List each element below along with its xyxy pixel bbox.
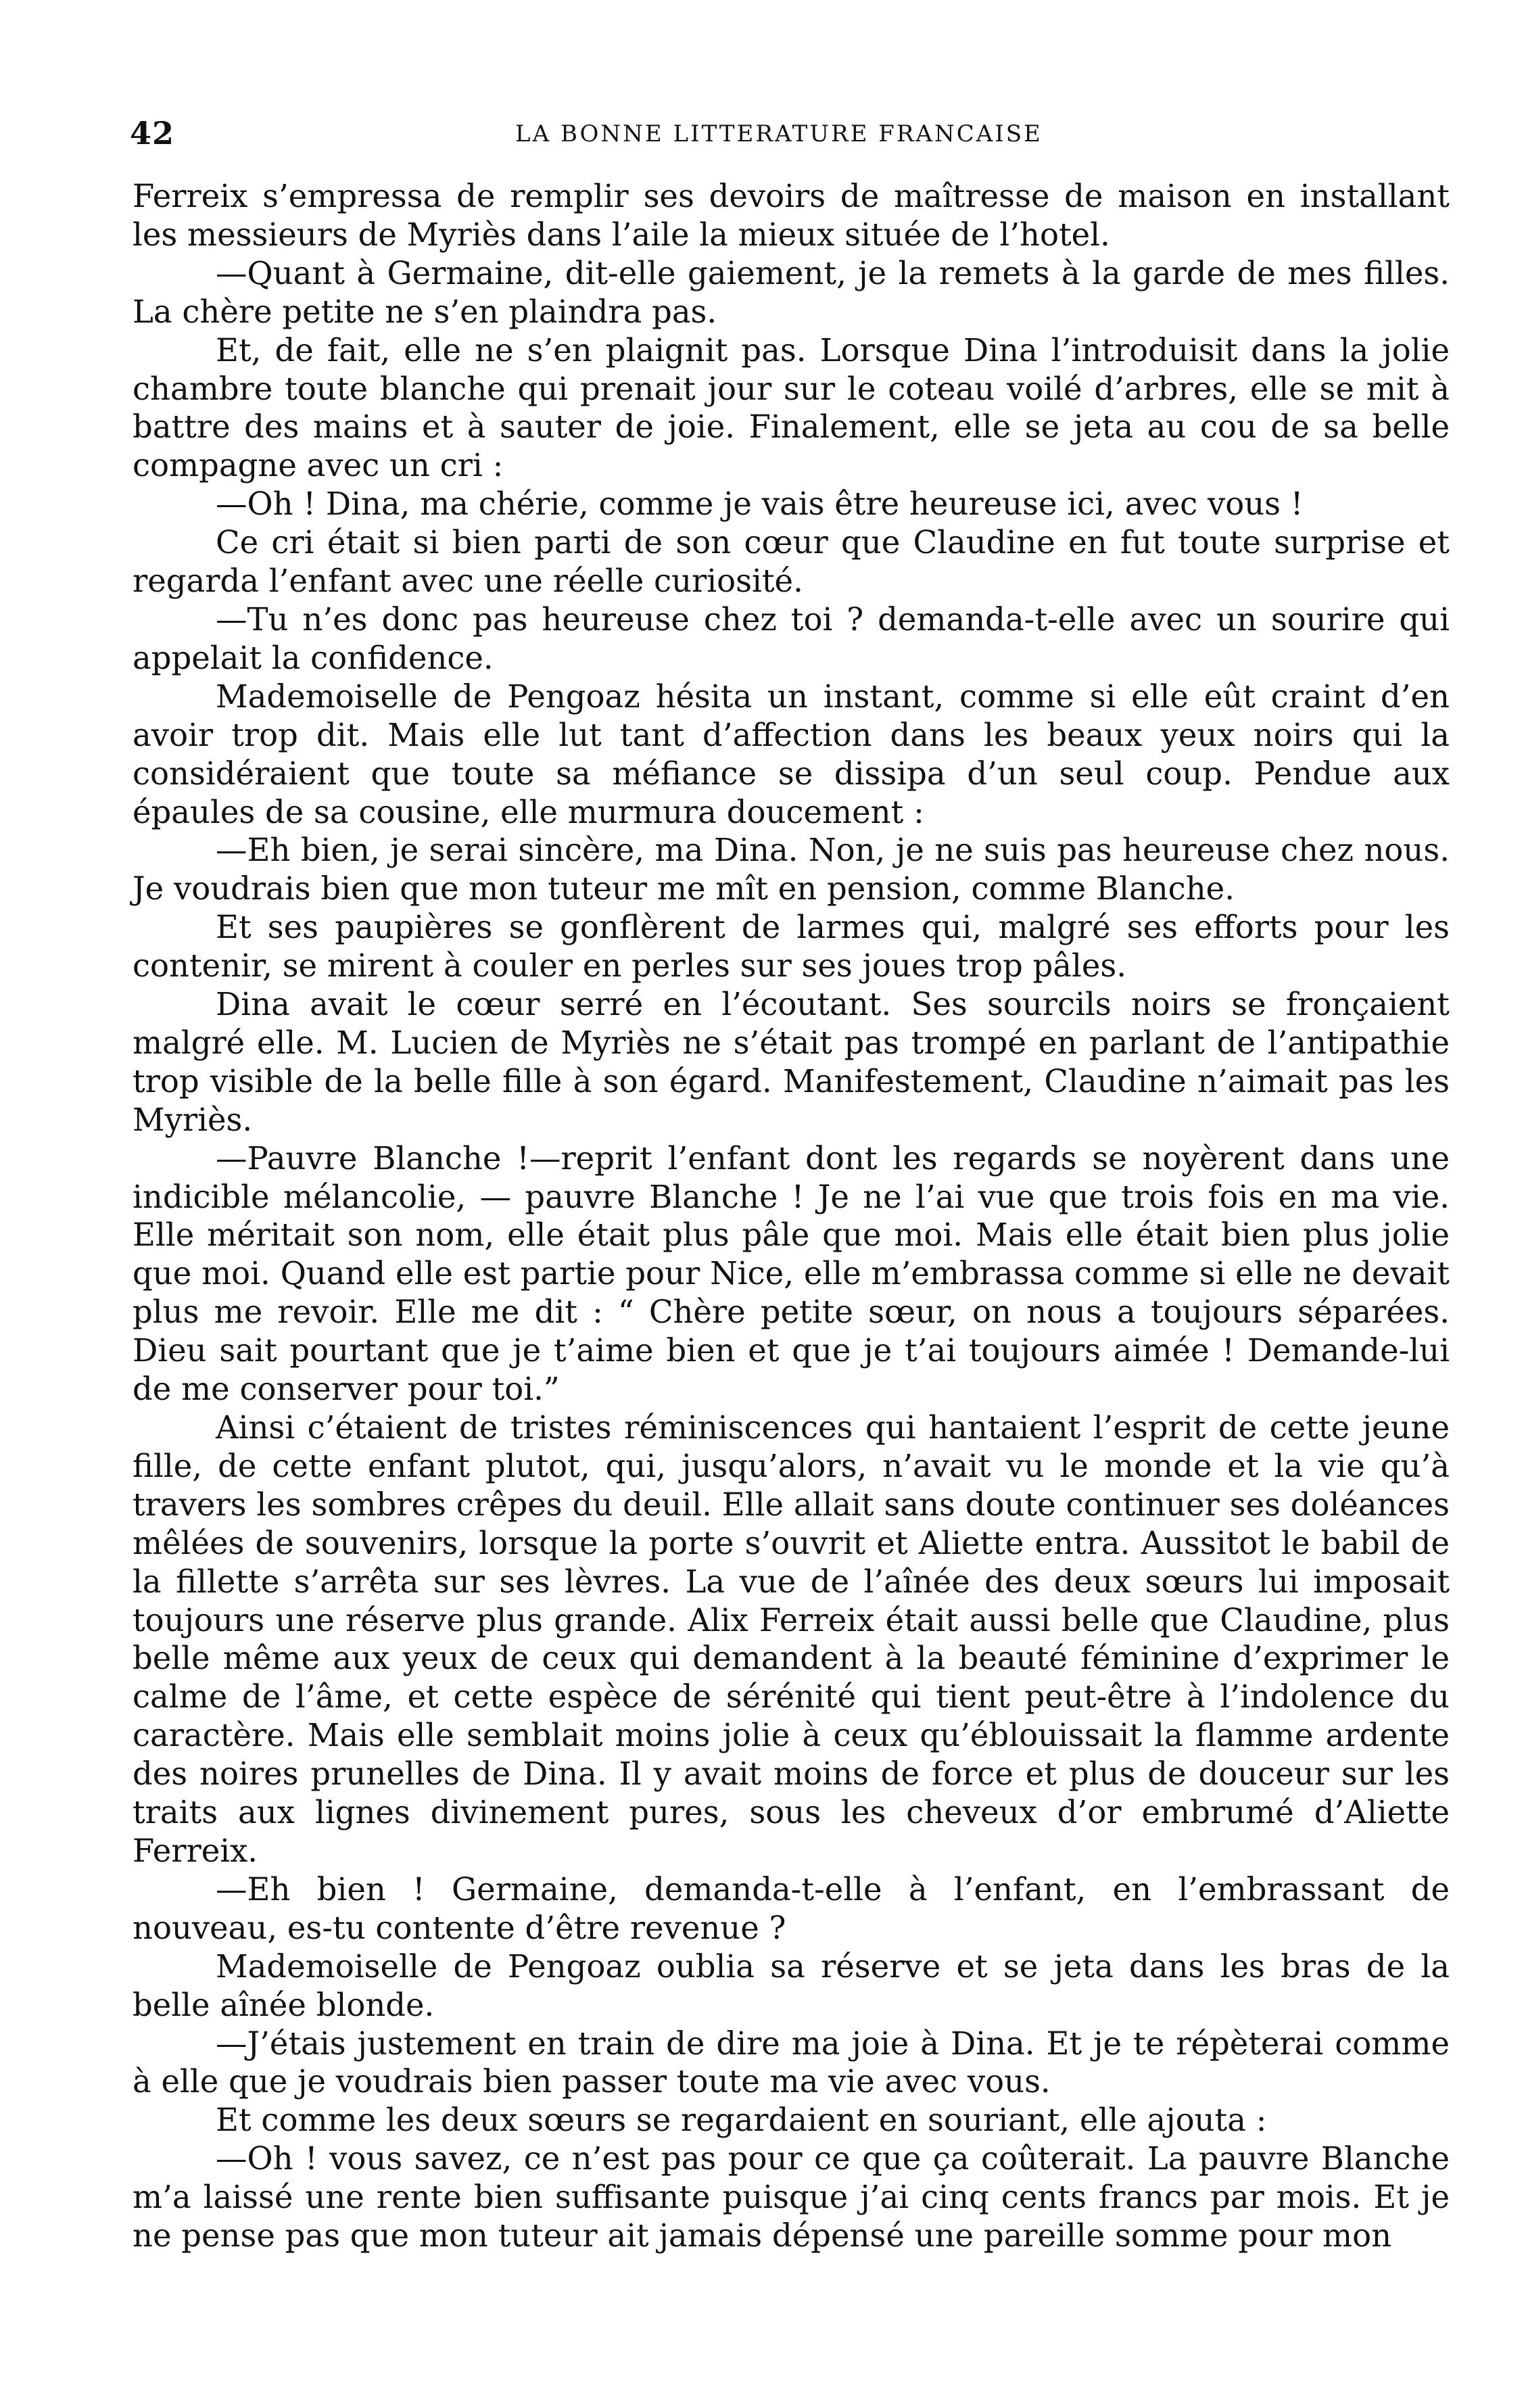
- paragraph: —Oh ! vous savez, ce n’est pas pour ce que ça coûterait. La pauvre Blanche m’a laissé une rente bien suffisante puisque j’ai cinq cents francs par mois. Et je ne pense pas que mon tuteur ait jamais dépensé une pareille somme pour mon: [133, 2140, 1450, 2254]
- paragraph: Mademoiselle de Pengoaz hésita un instant, comme si elle eût craint d’en avoir trop dit. Mais elle lut tant d’affection dans les beaux yeux noirs qui la considéraient que toute sa méfiance se dissipa d’un seul coup. Pendue aux épaules de sa cousine, elle murmura doucement :: [133, 678, 1450, 830]
- paragraph: Et, de fait, elle ne s’en plaignit pas. Lorsque Dina l’introduisit dans la jolie chambre toute blanche qui prenait jour sur le coteau voilé d’arbres, elle se mit à battre des mains et à sauter de joie. Finalement, elle se jeta au cou de sa belle compagne avec un cri :: [133, 331, 1450, 484]
- paragraph: —Quant à Germaine, dit-elle gaiement, je la remets à la garde de mes filles. La chère petite ne s’en plaindra pas.: [133, 254, 1450, 330]
- paragraph: Dina avait le cœur serré en l’écoutant. Ses sourcils noirs se fronçaient malgré elle. M. Lucien de Myriès ne s’était pas trompé en parlant de l’antipathie trop visible de la belle fille à son égard. Manifestement, Claudine n’aimait pas les Myriès.: [133, 986, 1450, 1138]
- paragraph: —Eh bien, je serai sincère, ma Dina. Non, je ne suis pas heureuse chez nous. Je voudrais bien que mon tuteur me mît en pension, comme Blanche.: [133, 832, 1450, 907]
- paragraph: —Eh bien ! Germaine, demanda-t-elle à l’enfant, en l’embrassant de nouveau, es-tu contente d’être revenue ?: [133, 1870, 1450, 1946]
- paragraph: —Tu n’es donc pas heureuse chez toi ? demanda-t-elle avec un sourire qui appelait la confidence.: [133, 600, 1450, 676]
- paragraph: —Oh ! Dina, ma chérie, comme je vais être heureuse ici, avec vous !: [216, 486, 1304, 523]
- body-text: [133, 177, 1450, 2255]
- running-title: LA BONNE LITTERATURE FRANCAISE: [515, 120, 1043, 147]
- paragraph: Et ses paupières se gonflèrent de larmes qui, malgré ses efforts pour les contenir, se mirent à couler en perles sur ses joues trop pâles.: [133, 909, 1450, 985]
- paragraph: —J’étais justement en train de dire ma joie à Dina. Et je te répèterai comme à elle que je voudrais bien passer toute ma vie avec vous.: [133, 2025, 1450, 2100]
- page-number: 42: [130, 115, 175, 151]
- paragraph: Ainsi c’étaient de tristes réminiscences qui hantaient l’esprit de cette jeune fille, de cette enfant plutot, qui, jusqu’alors, n’avait vu le monde et la vie qu’à travers les sombres crêpes du deuil. Elle allait sans doute continuer ses doléances mêlées de souvenirs, lorsque la porte s’ouvrit et Aliette entra. Aussitot le babil de la fillette s’arrêta sur ses lèvres. La vue de l’aînée des deux sœurs lui imposait toujours une réserve plus grande. Alix Ferreix était aussi belle que Claudine, plus belle même aux yeux de ceux qui demandent à la beauté féminine d’exprimer le calme de l’âme, et cette espèce de sérénité qui tient peut-être à l’indolence du caractère. Mais elle semblait moins jolie à ceux qu’éblouissait la flamme ardente des noires prunelles de Dina. Il y avait moins de force et plus de douceur sur les traits aux lignes divinement pures, sous les cheveux d’or embrumé d’Aliette Ferreix.: [133, 1409, 1450, 1869]
- paragraph: —Pauvre Blanche !—reprit l’enfant dont les regards se noyèrent dans une indicible mélancolie, — pauvre Blanche ! Je ne l’ai vue que trois fois en ma vie. Elle méritait son nom, elle était plus pâle que moi. Mais elle était bien plus jolie que moi. Quand elle est partie pour Nice, elle m’embrassa comme si elle ne devait plus me revoir. Elle me dit : “ Chère petite sœur, on nous a toujours séparées. Dieu sait pourtant que je t’aime bien et que je t’ai toujours aimée ! Demande-lui de me conserver pour toi.”: [133, 1139, 1450, 1408]
- paragraph: Et comme les deux sœurs se regardaient en souriant, elle ajouta :: [216, 2102, 1267, 2139]
- running-head: [130, 115, 1452, 156]
- paragraph: Ce cri était si bien parti de son cœur que Claudine en fut toute surprise et regarda l’enfant avec une réelle curiosité.: [133, 524, 1450, 600]
- paragraph: Mademoiselle de Pengoaz oublia sa réserve et se jeta dans les bras de la belle aînée blonde.: [133, 1947, 1450, 2023]
- paragraph: Ferreix s’empressa de remplir ses devoirs de maîtresse de maison en installant les messieurs de Myriès dans l’aile la mieux située de l’hotel.: [133, 178, 1450, 253]
